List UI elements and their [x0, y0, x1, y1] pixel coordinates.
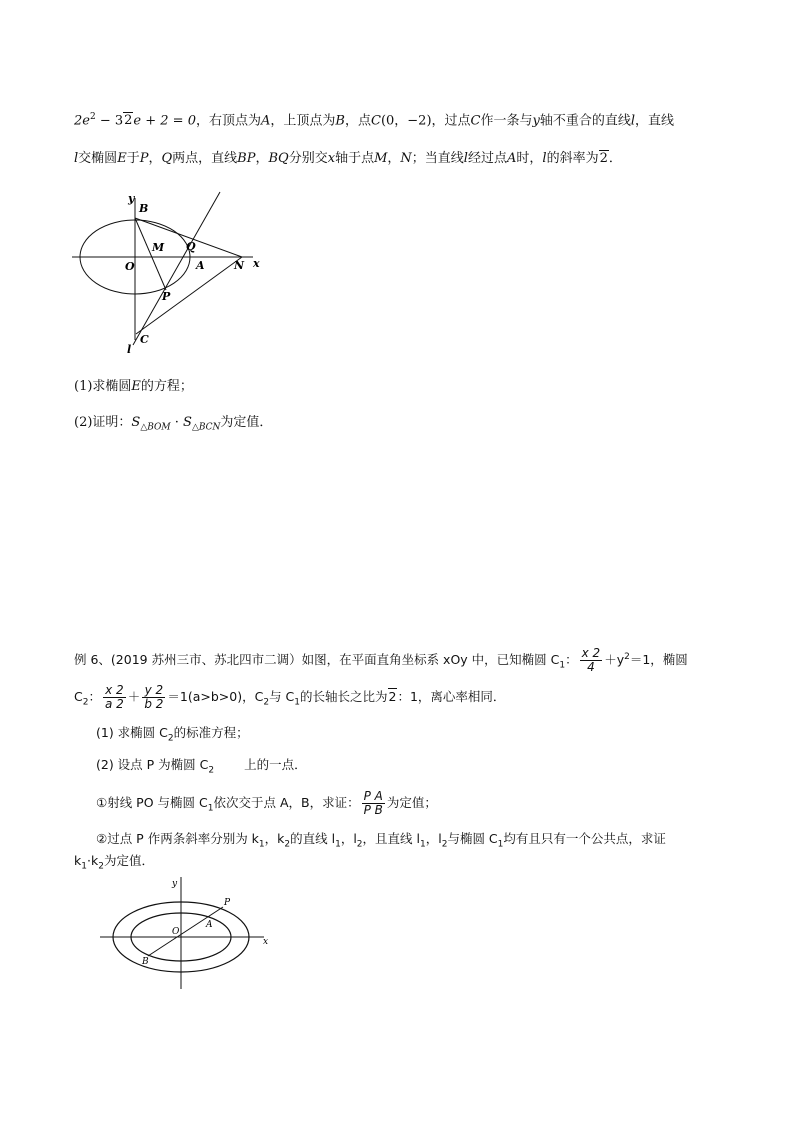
fig1-label-M: M [152, 241, 165, 254]
fig1-label-O: O [125, 260, 135, 273]
fig2-label-B: B [142, 957, 149, 967]
fig1-label-P: P [162, 290, 171, 303]
fig1-label-x: x [253, 257, 260, 270]
figure2-nested-ellipses [96, 872, 286, 992]
fig2-label-y: y [172, 879, 178, 889]
fig2-label-P: P [224, 898, 231, 908]
frac-PA-over-PB: $\frac{\text{P A}}{\text{P B}}$ [363, 789, 383, 817]
fig2-ray-PB [148, 907, 223, 956]
problem2-question2: (2) 设点 P 为椭圆 $C_2$ 上的一点． [96, 757, 307, 776]
fig1-line-BP [135, 218, 166, 290]
problem2-question4: ②过点 P 作两条斜率分别为 $k_1$，$k_2$的直线 $l_1$，$l_2$，且直线 $l_1$，$l_2$与椭圆 $C_1$均有且只有一个公共点，求证 [96, 831, 666, 850]
problem2-line1: 例 6、(2019 苏州三市、苏北四市二调）如图，在平面直角坐标系 xOy 中，已知椭圆 $C_1$： $\frac{x 2}{4}$ $+y^2=1$，椭圆 [74, 646, 688, 675]
fig2-label-x: x [263, 937, 269, 947]
problem2-question5: $k_1\cdot k_2$为定值． [74, 853, 154, 872]
fig1-label-B: B [139, 202, 149, 215]
figure1-ellipse-diagram [70, 188, 270, 358]
problem1-line2: l交椭圆E于P，Q两点，直线BP，BQ分别交x轴于点M，N；当直线l经过点A时，l的斜率为2． [74, 151, 622, 166]
fig1-label-Q: Q [186, 240, 196, 253]
fig1-label-N: N [234, 259, 245, 272]
frac-y2-over-b2: $\frac{y 2}{b 2}$ [144, 683, 164, 711]
problem2-question3: ①射线 PO 与椭圆 $C_1$依次交于点 A，B，求证： $\frac{\text{P A}}{\text{P B}}$ 为定值； [96, 789, 437, 817]
fig1-label-C: C [140, 333, 149, 346]
fig2-label-O: O [172, 927, 180, 937]
fig1-label-y: y [128, 192, 135, 205]
fig1-line-CN [136, 257, 242, 334]
problem2-line2: $C_2$： $\frac{x 2}{a 2}$ ＋ $\frac{y 2}{b 2}$ ＝1(a>b>0)，$C_2$与 $C_1$的长轴长之比为2：1，离心率相同． [74, 683, 506, 711]
problem1-line1: $2e^2 - 32e + 2 = 0$，右顶点为A，上顶点为B，点C(0，−2)，过点C作一条与y轴不重合的直线l，直线 [74, 112, 675, 129]
problem1-question1: (1)求椭圆E的方程； [74, 379, 193, 394]
frac-x2-over-a2: $\frac{x 2}{a 2}$ [104, 683, 124, 711]
problem2-question1: (1) 求椭圆 $C_2$的标准方程； [96, 725, 249, 744]
fig1-label-l: l [127, 343, 132, 356]
problem1-question2: (2)证明：$S_{\triangle BOM} \cdot S_{\triangle BCN}$为定值． [74, 415, 273, 433]
fig1-label-A: A [196, 259, 205, 272]
fig2-label-A: A [206, 920, 213, 930]
frac-x2-over-4: $\frac{x 2}{4}$ [581, 646, 601, 675]
